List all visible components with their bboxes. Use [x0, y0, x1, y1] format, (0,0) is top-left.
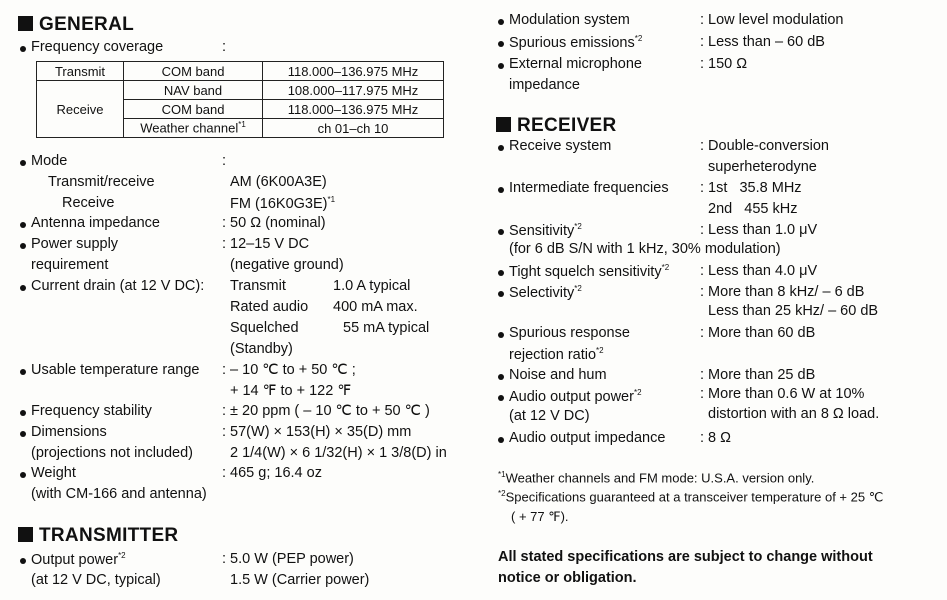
dimensions-label: Dimensions	[31, 424, 107, 440]
heading-square-icon	[18, 527, 33, 542]
bullet-icon	[20, 243, 26, 249]
range-cell: 118.000–136.975 MHz	[263, 62, 444, 81]
modulation-label: Modulation system	[509, 12, 630, 28]
audio-power-value: : More than 0.6 W at 10%	[700, 386, 865, 402]
freq-coverage-label: Frequency coverage	[31, 39, 164, 55]
output-power-label: Output power$^{*2}$	[31, 551, 126, 568]
sensitivity-value: : Less than 1.0 μV	[700, 222, 818, 238]
noise-label: Noise and hum	[509, 367, 607, 383]
sensitivity-note: (for 6 dB S/N with 1 kHz, 30% modulation)	[509, 241, 781, 257]
bullet-icon	[498, 63, 504, 69]
receive-system-label: Receive system	[509, 138, 612, 154]
current-standby-name: (Standby)	[230, 341, 293, 357]
range-cell: 108.000–117.975 MHz	[263, 81, 444, 100]
power-value-2: (negative ground)	[230, 257, 344, 273]
freq-coverage-colon: :	[222, 39, 227, 55]
table-row	[37, 62, 444, 81]
bullet-icon	[20, 472, 26, 478]
current-audio-value: 400 mA max.	[333, 299, 418, 315]
current-squelched-value: 55 mA typical	[343, 320, 430, 336]
power-label: Power supply	[31, 236, 119, 252]
if-value: : 1st 35.8 MHz	[700, 180, 802, 196]
mode-rx-value: FM $(16K0G3E)^{*1}$	[230, 195, 336, 212]
temp-value: : – 10 ℃ to + 50 ℃ ;	[222, 362, 356, 378]
if-value-2: 2nd 455 kHz	[708, 201, 798, 217]
output-power-value-2: 1.5 W (Carrier power)	[230, 572, 370, 588]
bullet-icon	[20, 46, 26, 52]
power-value: : 12–15 V DC	[222, 236, 310, 252]
audio-impedance-label: Audio output impedance	[509, 430, 666, 446]
mode-tr-label: Transmit/receive	[48, 174, 155, 190]
if-label: Intermediate frequencies	[509, 180, 669, 196]
audio-power-label: Audio output power$^{*2}$	[509, 388, 642, 405]
heading-square-icon	[18, 16, 33, 31]
bullet-icon	[498, 437, 504, 443]
antenna-label: Antenna impedance	[31, 215, 160, 231]
receive-system-value: : Double-conversion	[700, 138, 829, 154]
sensitivity-label: Sensitivity$^{*2}$	[509, 222, 582, 239]
bullet-icon	[498, 270, 504, 276]
power-label-2: requirement	[31, 257, 109, 273]
footnote-2-cont: ( + 77 ℉).	[511, 509, 569, 524]
table-row	[37, 81, 444, 100]
mode-label: Mode	[31, 153, 68, 169]
spurious-emissions-label: Spurious emissions$^{*2}$	[509, 34, 643, 51]
modulation-value: : Low level modulation	[700, 12, 844, 28]
bullet-icon	[498, 332, 504, 338]
antenna-value: : 50 Ω (nominal)	[222, 215, 326, 231]
weight-value: : 465 g; 16.4 oz	[222, 465, 322, 481]
bullet-icon	[498, 19, 504, 25]
current-squelched-name: Squelched	[230, 320, 299, 336]
band-cell: NAV band	[124, 81, 263, 100]
audio-impedance-value: : 8 Ω	[700, 430, 731, 446]
bullet-icon	[498, 395, 504, 401]
selectivity-value-2: Less than 25 kHz/ – 60 dB	[708, 303, 879, 319]
bullet-icon	[498, 41, 504, 47]
selectivity-value: : More than 8 kHz/ – 6 dB	[700, 284, 865, 300]
stability-value: : ± 20 ppm ( – 10 ℃ to + 50 ℃ )	[222, 403, 430, 419]
dimensions-value-2: 2 1/4(W) × 6 1/32(H) × 1 3/8(D) in	[230, 445, 447, 461]
bullet-icon	[20, 431, 26, 437]
disclaimer-line-2: notice or obligation.	[498, 570, 637, 586]
output-power-label-2: (at 12 V DC, typical)	[31, 572, 161, 588]
heading-square-icon	[496, 117, 511, 132]
bullet-icon	[498, 291, 504, 297]
bullet-icon	[20, 410, 26, 416]
current-transmit-value: 1.0 A typical	[333, 278, 411, 294]
bullet-icon	[498, 145, 504, 151]
dimensions-label-2: (projections not included)	[31, 445, 194, 461]
receive-system-value-2: superheterodyne	[708, 159, 817, 175]
spurious-response-value: : More than 60 dB	[700, 325, 816, 341]
mic-impedance-label-2: impedance	[509, 77, 580, 93]
mic-impedance-label: External microphone	[509, 56, 642, 72]
spurious-response-label-2: rejection ratio$^{*2}$	[509, 346, 604, 363]
band-cell: Weather channel$^{*1}$	[124, 119, 263, 138]
current-transmit-name: Transmit	[230, 278, 286, 294]
current-label: Current drain (at 12 V DC):	[31, 278, 205, 294]
bullet-icon	[498, 229, 504, 235]
temp-label: Usable temperature range	[31, 362, 200, 378]
spurious-response-label: Spurious response	[509, 325, 630, 341]
footnote-1: $^{*1}$Weather channels and FM mode: U.S.A. version only.	[498, 470, 815, 486]
bullet-icon	[498, 187, 504, 193]
general-heading: GENERAL	[18, 14, 134, 36]
bullet-icon	[20, 285, 26, 291]
tight-squelch-value: : Less than 4.0 μV	[700, 263, 818, 279]
mic-impedance-value: : 150 Ω	[700, 56, 748, 72]
tight-squelch-label: Tight squelch sensitivity$^{*2}$	[509, 263, 670, 280]
weight-label-2: (with CM-166 and antenna)	[31, 486, 207, 502]
bullet-icon	[20, 222, 26, 228]
spurious-emissions-value: : Less than – 60 dB	[700, 34, 825, 50]
receive-cell: Receive	[37, 81, 124, 138]
bullet-icon	[498, 374, 504, 380]
mode-colon: :	[222, 153, 227, 169]
mode-rx-label: Receive	[62, 195, 115, 211]
disclaimer-line-1: All stated specifications are subject to change without	[498, 549, 873, 565]
transmitter-heading: TRANSMITTER	[18, 525, 178, 547]
temp-value-2: + 14 ℉ to + 122 ℉	[230, 383, 352, 399]
frequency-table	[36, 61, 444, 138]
current-audio-name: Rated audio	[230, 299, 309, 315]
output-power-value: : 5.0 W (PEP power)	[222, 551, 354, 567]
band-cell: COM band	[124, 62, 263, 81]
bullet-icon	[20, 369, 26, 375]
weight-label: Weight	[31, 465, 76, 481]
range-cell: 118.000–136.975 MHz	[263, 100, 444, 119]
audio-power-value-2: distortion with an 8 Ω load.	[708, 406, 880, 422]
bullet-icon	[20, 558, 26, 564]
band-cell: COM band	[124, 100, 263, 119]
stability-label: Frequency stability	[31, 403, 152, 419]
range-cell: ch 01–ch 10	[263, 119, 444, 138]
mode-tr-value: AM (6K00A3E)	[230, 174, 327, 190]
selectivity-label: Selectivity$^{*2}$	[509, 284, 582, 301]
footnote-2: $^{*2}$Specifications guaranteed at a transceiver temperature of + 25 ℃	[498, 489, 884, 505]
dimensions-value: : 57(W) × 153(H) × 35(D) mm	[222, 424, 412, 440]
transmit-cell: Transmit	[37, 62, 124, 81]
audio-power-label-2: (at 12 V DC)	[509, 408, 590, 424]
noise-value: : More than 25 dB	[700, 367, 816, 383]
bullet-icon	[20, 160, 26, 166]
receiver-heading: RECEIVER	[496, 115, 617, 137]
